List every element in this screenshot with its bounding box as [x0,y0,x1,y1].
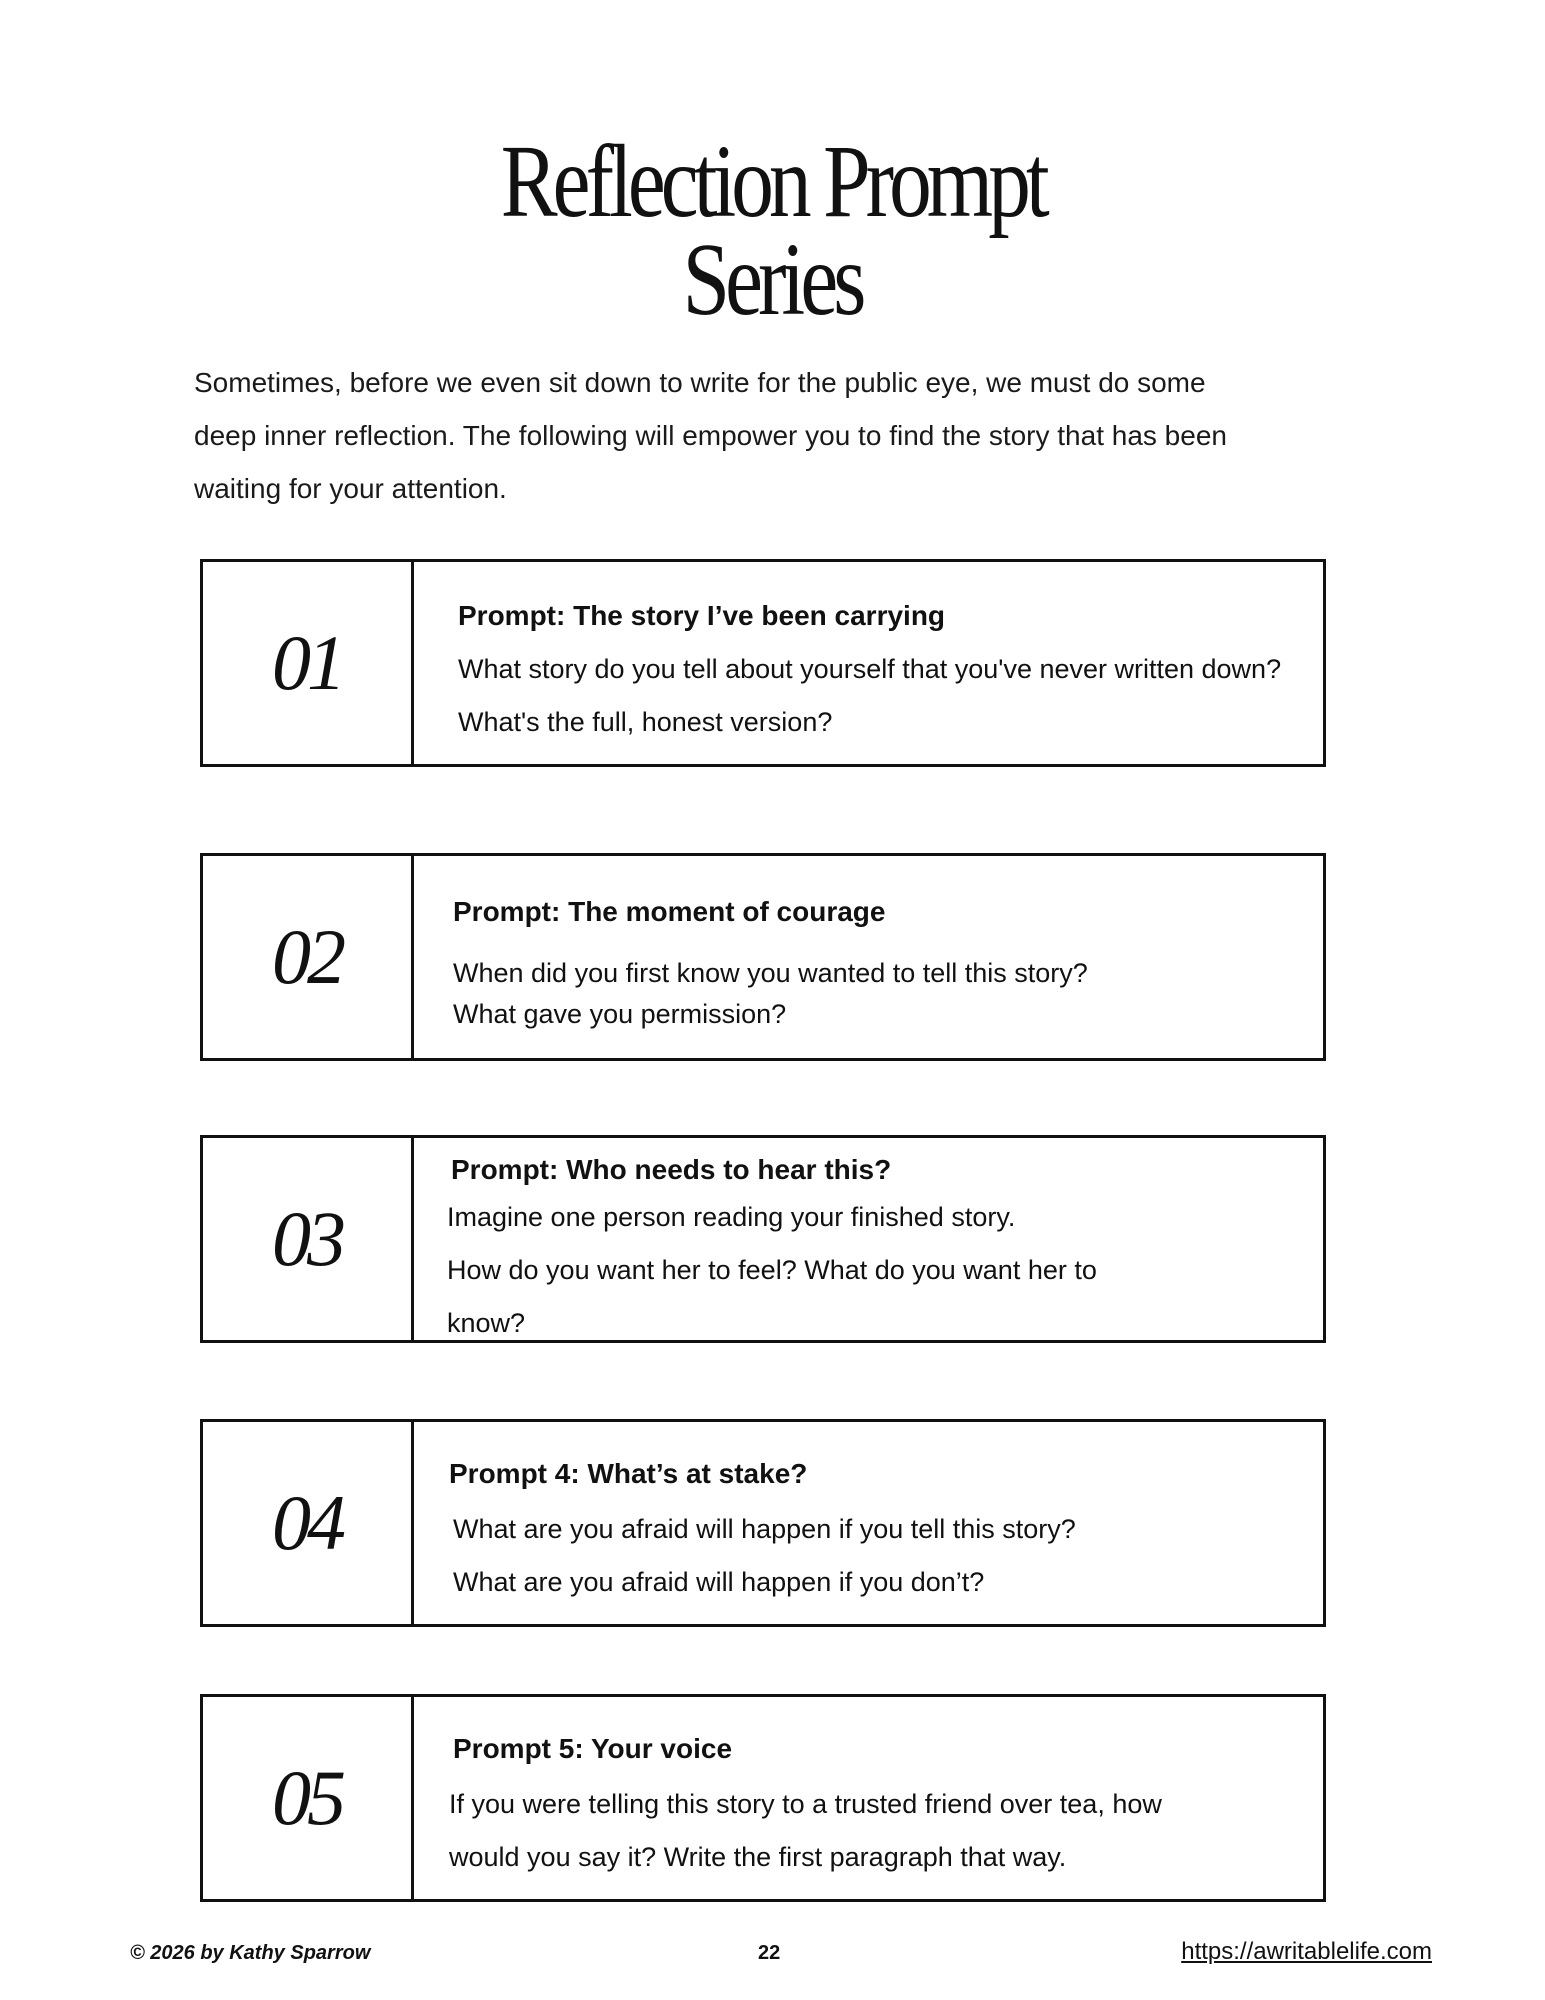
title-line-1: Reflection Prompt [500,124,1045,239]
prompt-line: What are you afraid will happen if you tell this story? [453,1514,1076,1544]
prompt-heading: Prompt: The story I’ve been carrying [458,600,946,631]
copyright: © 2026 by Kathy Sparrow [130,1942,371,1964]
prompt-heading: Prompt 5: Your voice [453,1733,733,1764]
prompt-box-3 [200,1135,1326,1343]
prompt-number: 01 [272,619,342,706]
prompt-line: know? [447,1308,526,1338]
prompt-box-4 [200,1419,1326,1627]
divider [411,853,414,1061]
prompt-box-1 [200,559,1326,767]
prompt-line: What gave you permission? [453,999,787,1029]
prompt-number: 03 [272,1195,342,1282]
prompt-heading: Prompt: The moment of courage [453,896,886,927]
divider [411,1419,414,1627]
prompt-line: How do you want her to feel? What do you want her to [447,1255,1097,1285]
divider [411,1135,414,1343]
intro-line: waiting for your attention. [194,473,507,504]
intro-paragraph [194,356,1344,515]
intro-line: Sometimes, before we even sit down to write for the public eye, we must do some [194,367,1206,398]
prompt-heading: Prompt 4: What’s at stake? [449,1458,808,1489]
divider [411,1694,414,1902]
prompt-line: would you say it? Write the first paragraph that way. [449,1842,1067,1872]
divider [411,559,414,767]
prompt-heading: Prompt: Who needs to hear this? [451,1154,892,1185]
page-number: 22 [758,1942,781,1964]
prompt-number: 04 [272,1479,342,1566]
prompt-number: 05 [272,1754,342,1841]
prompt-box-5 [200,1694,1326,1902]
website-link[interactable]: https://awritablelife.com [1181,1938,1432,1965]
prompt-line: What story do you tell about yourself that you've never written down? [458,654,1282,684]
intro-line: deep inner reflection. The following will empower you to find the story that has been [194,420,1227,451]
prompt-line: If you were telling this story to a trusted friend over tea, how [449,1789,1162,1819]
prompt-line: Imagine one person reading your finished story. [447,1202,1016,1232]
title-line-2: Series [683,222,862,337]
prompt-number: 02 [272,913,342,1000]
prompt-box-2 [200,853,1326,1061]
prompt-line: What's the full, honest version? [458,707,833,737]
prompt-line: What are you afraid will happen if you don’t? [453,1567,985,1597]
page-title-2 [0,222,1545,337]
prompt-line: When did you first know you wanted to tell this story? [453,958,1088,988]
page-title [0,124,1545,239]
